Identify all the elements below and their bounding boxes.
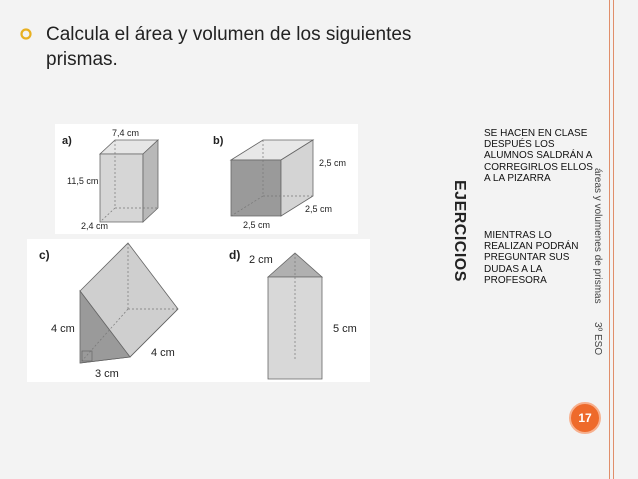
prism-b-depth-label: 2,5 cm: [305, 204, 333, 214]
prism-a-base-label: 2,4 cm: [81, 221, 109, 231]
figure-a-letter: a): [62, 135, 72, 147]
bullet-text: Calcula el área y volumen de los siguientes prismas.: [46, 24, 412, 70]
side-title: EJERCICIOS: [451, 180, 468, 282]
prism-c-length-label: 4 cm: [151, 347, 175, 359]
prism-c-base-label: 3 cm: [95, 368, 119, 380]
slide-border-line: [613, 0, 614, 479]
prism-b-bottom-label: 2,5 cm: [243, 220, 271, 230]
prism-d-height-label: 5 cm: [333, 323, 357, 335]
figure-c-letter: c): [39, 248, 50, 262]
prism-b-front-face: [231, 160, 281, 216]
prism-a-height-label: 11,5 cm: [67, 176, 99, 186]
prism-a-front-face: [100, 154, 143, 222]
prism-a-top-label: 7,4 cm: [112, 128, 140, 138]
figure-panel-ab: [55, 124, 358, 234]
topic-vertical-label: áreas y volumenes de prismas: [592, 168, 603, 304]
figure-panel-cd: [27, 239, 370, 382]
teacher-note: MIENTRAS LO REALIZAN PODRÁN PREGUNTAR SUS DUDAS A LA PROFESORA: [484, 230, 579, 286]
teacher-note: SE HACEN EN CLASE DESPUÉS LOS ALUMNOS SALDRÁN A CORREGIRLOS ELLOS A LA PIZARRA: [484, 128, 593, 184]
prism-d-top-label: 2 cm: [249, 254, 273, 266]
page-number-badge: 17: [569, 402, 601, 434]
prism-b-right-label: 2,5 cm: [319, 158, 347, 168]
prism-figures-ab: [55, 124, 358, 234]
slide-border-line: [609, 0, 610, 479]
figure-d-letter: d): [229, 248, 241, 262]
prism-a-side-face: [143, 140, 158, 222]
prism-figures-cd: [27, 239, 370, 382]
prism-c-height-label: 4 cm: [51, 323, 75, 335]
prism-d-front-face: [268, 277, 322, 379]
bullet-icon: [20, 28, 32, 40]
figure-b-letter: b): [213, 135, 224, 147]
level-vertical-label: 3º ESO: [592, 322, 603, 356]
